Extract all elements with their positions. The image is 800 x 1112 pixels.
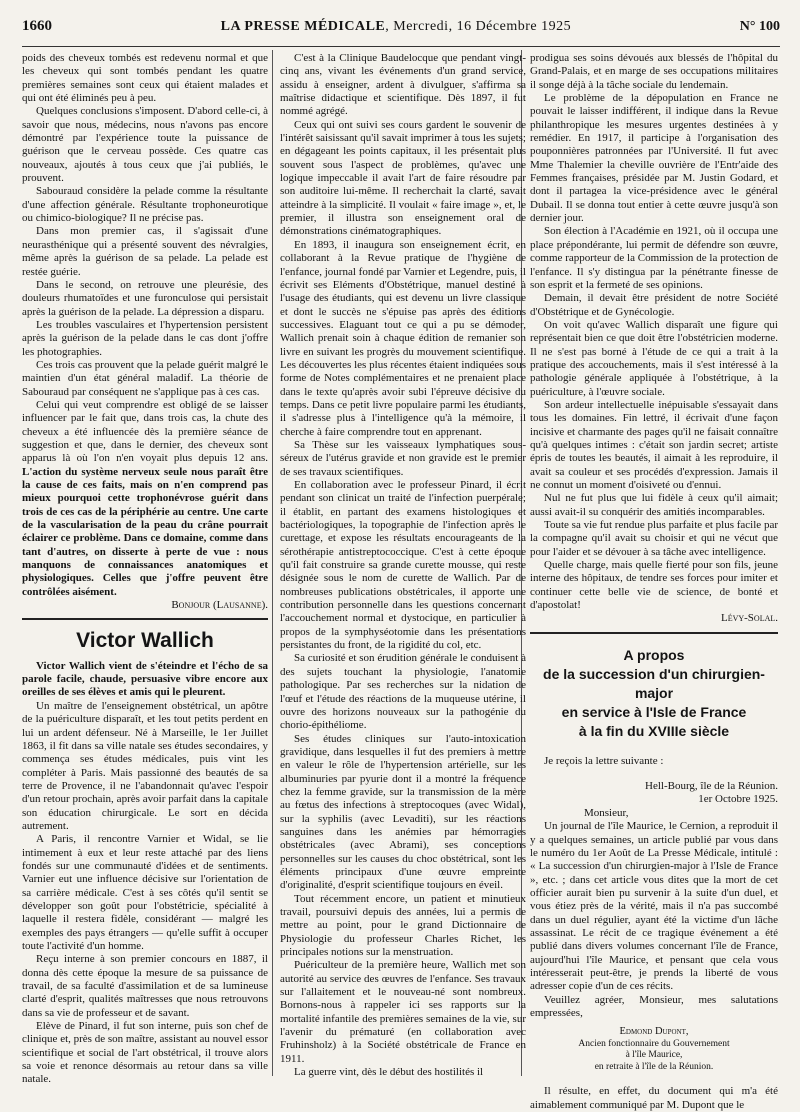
paragraph: Ces trois cas prouvent que la pelade guérit malgré le maintien d'un état général maladif. La théorie de Sabouraud par conséquent ne s'applique pas à ces cas. — [22, 358, 268, 398]
paragraph: Il résulte, en effet, du document qui m'a été aimablement communiqué par M. Dupont que le — [530, 1085, 778, 1111]
paragraph: Ceux qui ont suivi ses cours gardent le souvenir de l'intérêt saisissant qu'il savait imprimer à tous les sujets; en dégageant les points capitaux, il les présentait plus souvent sous l'aspect de problèmes, qu'avec une logique impeccable il avait l'art de faire résoudre par son auditoire lui-même. Il recherchait la clarté, savait atteindre à la simplicité. Il voulait « faire image », et, le premier, il illustra son enseignement oral de démonstrations cinématographiques. — [280, 118, 526, 238]
paragraph: Dans mon premier cas, il s'agissait d'une neurasthénique qui a présenté souvent des névralgies, même après la guérison de sa pelade. La pelade est restée guérie. — [22, 225, 268, 278]
paragraph: C'est à la Clinique Baudelocque que pendant vingt-cinq ans, vivant les événements d'un grand service, assidu à enseigner, ardent à divulguer, s'affirma sa maîtrise didactique et scientifique. Dès 1897, il fut nommé agrégé. — [280, 52, 526, 118]
paragraph: Reçu interne à son premier concours en 1887, il donna dès cette époque la mesure de sa puissance de travail, de sa faculté d'assimilation et de sa lumineuse clarté d'esprit, qualités maîtresses que nous retrouvons dans sa vie de professeur et de savant. — [22, 953, 268, 1019]
signature — [530, 612, 778, 625]
paragraph: En collaboration avec le professeur Pinard, il écrit pendant son clinicat un traité de l'infection puerpérale; il établit, en partant des examens histologiques et bactériologiques, la topographie de l'infection après le curettage, et expose les résultats encourageants de la sérothérapie antistreptococcique. C'est à cette époque qu'il fait construire sa grande curette mousse, qui reste désignée sous le nom de curette de Wallich. Par de nombreuses publications obstétricales, il apporte une contribution personnelle dans les questions concernant l'accouchement normal et dystocique, en particulier à propos de la symphyséotomie dans les présentations persistantes du front, de la rigidité du col, etc. — [280, 479, 526, 652]
title-line: en service à l'Isle de France — [561, 703, 747, 720]
paragraph: Dans le second, on retrouve une pleurésie, des douleurs rhumatoïdes et une furonculose qui persistait après la guérison de la pelade. La dépression a disparu. — [22, 278, 268, 318]
issue-date: , Mercredi, 16 Décembre 1925 — [385, 19, 572, 34]
signer-name: Edmond Dupont, — [619, 1026, 689, 1038]
page-header — [22, 18, 780, 40]
paragraph: Sa curiosité et son érudition générale le conduisent à des sujets touchant la physiologie, l'anatomie pathologique. Par ses recherches sur la nidation de l'œuf et l'étude des réactions de la muqueuse utérine, il ouvre des horizons nouveaux sur la pathogénie du chorio-épithéliome. — [280, 652, 526, 732]
lead-paragraph: Victor Wallich vient de s'éteindre et l'écho de sa parole facile, chaude, persuasive vibre encore aux oreilles de ses élèves et amis qui le pleurent. — [22, 659, 268, 699]
paragraph: Tout récemment encore, un patient et minutieux travail, poursuivi depuis des années, lui a permis de mettre au point, pour le grand Dictionnaire de Physiologie du professeur Charles Richet, les principales notions sur la menstruation. — [280, 892, 526, 959]
paragraph: poids des cheveux tombés est redevenu normal et que les cheveux qui sont tombés pendant les quatre premières semaines sont ceux qui étaient malades et qui ont été éliminés peu à peu. — [22, 52, 268, 105]
paragraph: prodigua ses soins dévoués aux blessés de l'hôpital du Grand-Palais, et en marge de ses occupations militaires il songe déjà à la tâche sociale du lendemain. — [530, 52, 778, 91]
spacer — [530, 768, 778, 780]
signature — [22, 599, 268, 612]
paragraph: Son ardeur intellectuelle inépuisable s'essayait dans tous les domaines. Fin lettré, il écrivait d'une façon incisive et charmante des pages qu'il ne faisait connaître qu'à quelques intimes : c'était son jardin secret; artiste épris de toutes les beautés, il aimait à les reproduire, il avait sa couleur et ses procédés d'expression. Jamais il ne connut un moment d'oisiveté ou d'ennui. — [530, 398, 778, 491]
title-line: A propos — [623, 646, 685, 663]
paragraph: Quelle charge, mais quelle fierté pour son fils, jeune interne des hôpitaux, de tendre ses forces pour imiter et continuer cette belle vie de science, de bonté et d'apostolat! — [530, 559, 778, 612]
author-name: Lévy-Solal. — [720, 612, 778, 625]
paragraph: On voit qu'avec Wallich disparaît une figure qui représentait bien ce que doit être l'obstétricien moderne. Il ne s'est pas borné à l'étude de ce qui a trait à la pratique des accouchements, mais il s'est intéressé à la pathologie générale appliquée à l'obstétrique, à la puériculture, à l'œuvre sociale. — [530, 318, 778, 398]
paragraph: Puériculteur de la première heure, Wallich met son autorité au service des œuvres de l'enfance. Ses travaux sur l'allaitement et le nouveau-né sont nombreux. Bornons-nous à rappeler ici ses rapports sur la mortalité infantile des premières semaines de la vie, sur l'avenir du prématuré (en collaboration avec Fruhinsholz) à la Société obstétricale de France en 1911. — [280, 959, 526, 1065]
letter-place: Hell-Bourg, île de la Réunion. — [645, 780, 778, 793]
paragraph-bold-text: L'action du système nerveux seule nous paraît être la cause de ces faits, mais on n'en comprend pas mieux pourquoi cette trophonévrose guérit dans trois de ces cas de la périphérie au centre. Une carte de la vascularisation de la peau du crâne pourrait éclairer ce problème. Dans ce domaine, comme dans tant d'autres, on disserte à perte de vue : nous manquons de connaissances anatomiques et physiologiques. Celles que j'offre peuvent être contrôlées aisément. — [22, 465, 268, 598]
paragraph: Ses études cliniques sur l'auto-intoxication gravidique, dans lesquelles il fut des premiers à mettre en valeur le rôle de l'hypertension artérielle, sur les albuminuries par pyurie dont il a montré la fréquence chez la femme gravide, sur la transmission de la mère au fœtus des infections à streptocoques (avec Widal), sur la syphilis (avec Levaditi), sur les réactions sanguines dans les anémies par hémorragies obstétricales (avec Abrami), ses conceptions personnelles sur les causes du choc obstétrical, sont les éléments principaux d'une œuvre empreinte d'originalité, d'esprit scientifique toujours en éveil. — [280, 732, 526, 892]
section-rule — [22, 618, 268, 620]
letter-body: Un journal de l'île Maurice, le Cernion, a reproduit il y a quelques semaines, un article publié par vous dans le numéro du 1er Août de La Presse Médicale, intitulé : « La succession d'un chirurgien-major à l'Isle de France », etc. ; dans cet article vous dites que la mort de cet officier aurait bien pu survenir à la suite d'un duel, et vous étiez près de la vérité, mais il n'a pas succombé dans un duel régulier, ayant été la victime d'un lâche assassinat. Le récit de ce tragique événement a été publié dans divers volumes concernant l'île de France, aujourd'hui l'île Maurice, et pensant que cela vous intéresserait peut-être, je prends la liberté de vous adresser copie d'un de ces récits. — [530, 820, 778, 993]
paragraph — [22, 399, 268, 599]
column-2 — [280, 52, 526, 1079]
section-title — [530, 646, 778, 741]
letter-intro: Je reçois la lettre suivante : — [544, 754, 664, 767]
paragraph: Nul ne fut plus que lui fidèle à ceux qu'il aimait; aussi avait-il su conquérir des amitiés incomparables. — [530, 492, 778, 518]
spacer — [530, 1073, 778, 1085]
paragraph: Son élection à l'Académie en 1921, où il occupa une place prépondérante, lui permit de défendre son œuvre, comme rapporteur de la Commission de la protection de l'enfance. Il s'y distingua par la pénétrante finesse de son esprit et la fermeté de ses opinions. — [530, 225, 778, 291]
paragraph: Sa Thèse sur les vaisseaux lymphatiques sous-séreux de l'utérus gravide et non gravide est le premier de ses travaux scientifiques. — [280, 438, 526, 478]
section-rule — [530, 632, 778, 634]
journal-title — [221, 19, 571, 35]
paragraph: Elève de Pinard, il fut son interne, puis son chef de clinique et, près de son maître, assistant au nouvel essor scientifique et social de l'art obstétrical, il trouve alors sa voie et renonce désormais au retour dans sa ville natale. — [22, 1020, 268, 1086]
paragraph: Les troubles vasculaires et l'hypertension persistent après la guérison de la pelade dans le cas dont j'offre les photographies. — [22, 318, 268, 358]
letter-date: 1er Octobre 1925. — [698, 793, 778, 806]
paragraph: Un maître de l'enseignement obstétrical, un apôtre de la puériculture disparaît, et les tout petits perdent en lui un ardent défenseur. Né à Marseille, le 1er Juillet 1863, il fit dans sa ville natale ses études secondaires, y commença ses études médicales, puis vint les compléter à Paris. Mais passionné des beautés de sa terre de Provence, il ne l'abandonnait qu'avec l'espoir d'un retour prochain, après avoir parfait dans la capitale son éducation chirurgicale. Le sort en décida autrement. — [22, 699, 268, 832]
paragraph: La guerre vint, dès le début des hostilités il — [294, 1066, 484, 1079]
letter-signature — [530, 1026, 778, 1073]
page-number: 1660 — [22, 18, 52, 34]
paragraph-text: Celui qui veut comprendre est obligé de se laisser influencer par le fait que, dans trois cas, la chute des cheveux a été influencée dès la première séance de suggestion et que, dans le dernier, des cheveux sont apparus là où l'on n'en voyait plus depuis 12 ans. — [22, 398, 268, 465]
paragraph: Le problème de la dépopulation en France ne pouvait le laisser indifférent, il indique dans la Revue philanthropique les mesures urgentes destinées à y remédier. En 1917, il participe à l'organisation des pouponnières patronnées par l'Université. Il fut avec Mme Thalemier la cheville ouvrière de l'Entr'aide des Femmes françaises, présidée par M. Justin Godard, et dont il partagea la vice-présidence avec le général Dubail. Il se donna tout entier à cette œuvre jusqu'à son dernier jour. — [530, 92, 778, 225]
article-title: Victor Wallich — [76, 629, 214, 653]
signer-title: à l'île Maurice, — [625, 1050, 683, 1061]
paragraph: Quelques conclusions s'imposent. D'abord celle-ci, à savoir que nous, médecins, nous n'avons pas encore démontré par l'expérience toute la puissance de guérison que le cerveau possède. Ces quatre cas nouveaux, ajoutés à tous ceux que j'ai publiés, le prouvent. — [22, 105, 268, 185]
paragraph: Demain, il devait être président de notre Société d'Obstétrique et de Gynécologie. — [530, 292, 778, 318]
letter-salutation: Monsieur, — [584, 806, 629, 819]
column-1 — [22, 52, 268, 1087]
paragraph: A Paris, il rencontre Varnier et Widal, se lie intimement à eux et leur reste attaché par des liens fondés sur une communauté d'idées et de sentiments. Varnier eut une influence décisive sur l'orientation de sa carrière médicale. C'est à ses côtés qu'il sentit se développer son goût pour l'obstétricie, spécialité à laquelle il restera fidèle, considérant — malgré les exemples des pays étrangers — qu'elle suffit à occuper toute l'activité d'un homme. — [22, 833, 268, 952]
paragraph: En 1893, il inaugura son enseignement écrit, en collaborant à la Revue pratique de l'hygiène de l'enfance, journal fondé par Varnier et Legendre, puis, il écrivit ses Eléments d'Obstétrique, manuel destiné à l'usage des étudiants, qui est devenu un livre classique et dont le succès ne s'épuise pas après des éditions successives. Elaguant tout ce qui a pu se démoder, Wallich prenait soin à chaque édition de remanier son livre en suivant les progrès du mouvement scientifique. Les découvertes les plus récentes étaient indiquées sous forme de Notes complémentaires et ne prenaient place dans le texte qu'après avoir subi l'épreuve décisive du temps. Dans ce petit livre populaire parmi les étudiants, il s'adresse plus à l'intelligence qu'à la mémoire, il cherche à faire comprendre tout en apprenant. — [280, 238, 526, 438]
column-divider — [272, 50, 273, 1076]
signer-title: en retraite à l'île de la Réunion. — [594, 1061, 714, 1072]
journal-name: LA PRESSE MÉDICALE — [220, 19, 386, 34]
header-rule — [22, 46, 780, 47]
paragraph: Sabouraud considère la pelade comme la résultante d'une affection générale. Résultante trophoneurotique ou chimico-biologique? Il ne précise pas. — [22, 185, 268, 225]
title-line: à la fin du XVIIIe siècle — [578, 722, 730, 739]
issue-number: N° 100 — [739, 19, 780, 34]
paragraph: Toute sa vie fut rendue plus parfaite et plus facile par la compagne qu'il avait su choisir et qui ne vécut que pour l'aider et se dévouer à sa tâche avec intelligence. — [530, 519, 778, 558]
letter-closing: Veuillez agréer, Monsieur, mes salutations empressées, — [530, 993, 778, 1019]
title-line: de la succession d'un chirurgien-major — [543, 665, 765, 701]
column-3 — [530, 52, 778, 1112]
signer-title: Ancien fonctionnaire du Gouvernement — [578, 1038, 730, 1049]
author-name: Bonjour (Lausanne). — [171, 599, 268, 612]
